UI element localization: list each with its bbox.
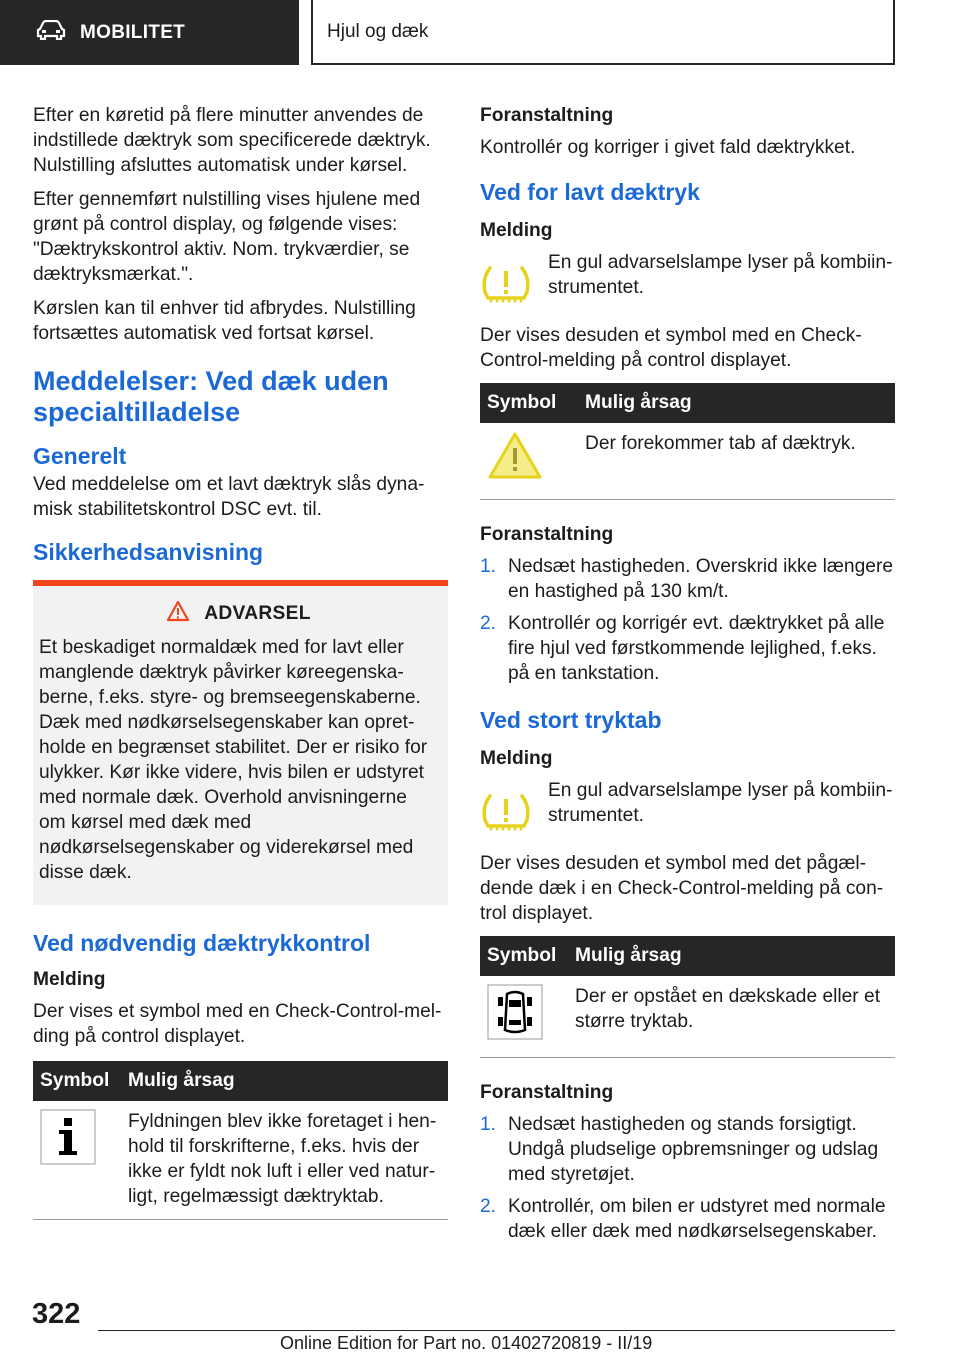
- symbol-table: [33, 1061, 448, 1220]
- table-header-cause: Mulig årsag: [578, 383, 895, 423]
- symbol-table: [480, 936, 895, 1058]
- table-cell-cause: Der forekommer tab af dæktryk.: [578, 423, 895, 499]
- list-item: 1. Nedsæt hastigheden og stands forsigtigt. Undgå pludselige opbremsninger og udslag med styretøjet.: [480, 1113, 879, 1185]
- table-header-cause: Mulig årsag: [121, 1061, 448, 1101]
- heading-safety: Sikkerhedsanvisning: [33, 539, 264, 565]
- lamp-text: En gul advarselslampe lyser på kombiin-strumentet.: [548, 779, 893, 826]
- paragraph: Kørslen kan til enhver tid afbrydes. Nulstilling fortsættes automatisk ved fortsat kørsel.: [33, 298, 416, 344]
- lamp-message: [480, 778, 895, 839]
- warning-box: [33, 580, 448, 905]
- list-item: 1. Nedsæt hastigheden. Overskrid ikke længere en hastighed på 130 km/t.: [480, 555, 894, 602]
- right-column: [480, 103, 895, 1254]
- warning-text: Et beskadiget normaldæk med for lavt eller manglende dæktryk påvirker køreegenska-berne, f.eks. styre- og bremseegenskaberne. Dæk med nødkørselsegenskaber kan opret-holde en begrænset stabilitet. Der er risiko for ulykker. Kør ikke videre, hvis bilen er udstyret med normale dæk. Overhold anvisningerne om kørsel med dæk med nødkørselsegenskaber og viderekørsel med disse dæk.: [39, 637, 428, 883]
- footer-divider: [98, 1330, 895, 1331]
- heading-needed: Ved nødvendig dæktrykkontrol: [33, 930, 371, 956]
- action-label: Foranstaltning: [480, 105, 614, 126]
- action-label: Foranstaltning: [480, 1081, 614, 1103]
- paragraph: Efter en køretid på flere minutter anvendes de indstillede dæktryk som specificerede dæktryk. Nulstilling afsluttes automatisk under kørsel.: [33, 105, 431, 176]
- heading-general: Generelt: [33, 443, 127, 469]
- table-row: [480, 976, 895, 1058]
- list-item: 2. Kontrollér, om bilen er udstyret med normale dæk eller dæk med nødkørselsegenskaber.: [480, 1195, 886, 1242]
- action-steps: [480, 1112, 895, 1244]
- table-header-symbol: Symbol: [480, 383, 578, 423]
- paragraph-low: Der vises desuden et symbol med en Check-Control-melding på control displayet.: [480, 325, 862, 371]
- message-label: Melding: [33, 969, 106, 990]
- page-number: 322: [32, 1298, 81, 1330]
- table-cell-cause: Der er opstået en dækskade eller et større tryktab.: [568, 976, 895, 1058]
- warning-header: [39, 600, 438, 627]
- warning-triangle-icon: [166, 600, 190, 627]
- table-header-symbol: Symbol: [33, 1061, 121, 1101]
- heading-big-loss: Ved stort tryktab: [480, 706, 662, 733]
- message-label: Melding: [480, 747, 553, 769]
- car-tire-damage-icon: [487, 1024, 543, 1045]
- message-label: Melding: [480, 220, 553, 241]
- warning-title: ADVARSEL: [204, 602, 311, 624]
- action-label: Foranstaltning: [480, 523, 614, 545]
- heading-low-pressure: Ved for lavt dæktryk: [480, 179, 700, 205]
- paragraph: Efter gennemført nulstilling vises hjulene med grønt på control display, og følgende vises: "Dæktrykskontrol aktiv. Nom. trykværdier, se dæktryksmærkat.".: [33, 189, 421, 285]
- edition-text: Online Edition for Part no. 01402720819 - II/19: [280, 1333, 653, 1353]
- section-tab[interactable]: [0, 0, 299, 65]
- lamp-text: En gul advarselslampe lyser på kombiin-strumentet.: [548, 252, 893, 298]
- car-icon: [36, 20, 66, 45]
- lamp-message: [480, 250, 895, 311]
- warning-triangle-icon: [487, 465, 543, 486]
- list-item: 2. Kontrollér og korrigér evt. dæktrykket på alle fire hjul ved førstkommende lejlighed, f.eks. på en tankstation.: [480, 612, 885, 684]
- table-cell-cause: Fyldningen blev ikke foretaget i hen-hold til forskrifterne, f.eks. hvis der ikke er fyldt nok luft i eller ved natur-ligt, regelmæssigt dæktryktab.: [121, 1101, 448, 1220]
- action-steps: [480, 554, 895, 686]
- paragraph-action: Kontrollér og korriger i givet fald dæktrykket.: [480, 137, 856, 158]
- symbol-table: [480, 383, 895, 500]
- tire-pressure-warning-icon: [480, 293, 532, 310]
- paragraph-general: Ved meddelelse om et lavt dæktryk slås dyna-misk stabilitetskontrol DSC evt. til.: [33, 474, 425, 520]
- heading-messages: Meddelelser: Ved dæk uden specialtilladelse: [33, 366, 389, 427]
- paragraph-needed: Der vises et symbol med en Check-Control-mel-ding på control displayet.: [33, 1001, 442, 1047]
- table-header-cause: Mulig årsag: [568, 936, 895, 976]
- chapter-title: Hjul og dæk: [327, 20, 429, 42]
- table-row: [480, 423, 895, 499]
- info-icon: [40, 1149, 96, 1170]
- paragraph-big: Der vises desuden et symbol med det pågæl-dende dæk i en Check-Control-melding på con-trol displayet.: [480, 852, 884, 924]
- table-header-symbol: Symbol: [480, 936, 568, 976]
- chapter-tab[interactable]: [311, 0, 895, 65]
- left-column: [33, 103, 448, 1226]
- section-title: MOBILITET: [80, 21, 186, 43]
- tire-pressure-warning-icon: [480, 821, 532, 838]
- table-row: [33, 1101, 448, 1220]
